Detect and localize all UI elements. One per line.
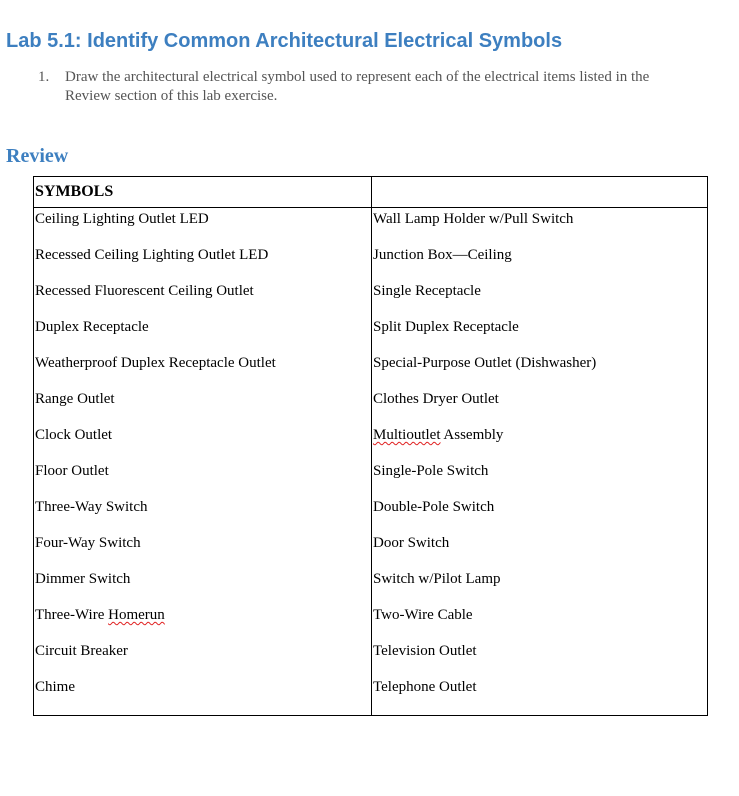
table-header-cell-empty <box>371 177 707 207</box>
review-heading: Review <box>6 145 69 167</box>
symbol-item: Floor Outlet <box>35 463 109 479</box>
page-title: Lab 5.1: Identify Common Architectural Electrical Symbols <box>6 30 563 52</box>
symbol-item: Recessed Ceiling Lighting Outlet LED <box>35 247 269 263</box>
symbol-item: Two-Wire Cable <box>373 607 473 623</box>
right-column <box>371 208 707 715</box>
symbol-item: Three-Way Switch <box>35 499 148 515</box>
symbols-table <box>33 176 708 716</box>
spellcheck-flagged-word: Multioutlet <box>373 427 441 443</box>
symbol-item-text: Assembly <box>440 427 504 443</box>
left-column <box>34 208 371 715</box>
symbol-item: Range Outlet <box>35 391 115 407</box>
symbol-item: Four-Way Switch <box>35 535 141 551</box>
symbol-item: Single Receptacle <box>373 283 481 299</box>
instruction-text: Draw the architectural electrical symbol used to represent each of the electrical items listed in the Review section of this lab exercise. <box>65 69 650 104</box>
symbol-item: Special-Purpose Outlet (Dishwasher) <box>373 355 597 371</box>
symbol-item: Door Switch <box>373 535 450 551</box>
symbol-item: Weatherproof Duplex Receptacle Outlet <box>35 355 276 371</box>
symbol-item: Single-Pole Switch <box>373 463 489 479</box>
symbol-item: Circuit Breaker <box>35 643 128 659</box>
symbol-item: Chime <box>35 679 75 695</box>
symbol-item: Recessed Fluorescent Ceiling Outlet <box>35 283 254 299</box>
symbol-item: Double-Pole Switch <box>373 499 495 515</box>
instruction-number: 1. <box>38 69 50 85</box>
instruction-item <box>38 68 698 106</box>
symbol-item: Telephone Outlet <box>373 679 477 695</box>
symbol-item: Television Outlet <box>373 643 477 659</box>
symbol-item: Wall Lamp Holder w/Pull Switch <box>373 211 574 227</box>
table-header-row <box>34 177 707 208</box>
symbol-item <box>34 606 371 642</box>
spellcheck-flagged-word: Homerun <box>108 607 165 623</box>
table-body <box>34 208 707 715</box>
symbol-item: Switch w/Pilot Lamp <box>373 571 501 587</box>
symbol-item: Ceiling Lighting Outlet LED <box>35 211 209 227</box>
symbol-item <box>372 426 707 462</box>
symbol-item: Split Duplex Receptacle <box>373 319 519 335</box>
symbol-item: Clock Outlet <box>35 427 113 443</box>
symbol-item: Junction Box—Ceiling <box>373 247 512 263</box>
symbol-item: Duplex Receptacle <box>35 319 149 335</box>
symbol-item-text: Three-Wire <box>35 607 109 623</box>
symbol-item: Dimmer Switch <box>35 571 131 587</box>
symbol-item: Clothes Dryer Outlet <box>373 391 499 407</box>
table-header-cell: SYMBOLS <box>35 183 114 200</box>
